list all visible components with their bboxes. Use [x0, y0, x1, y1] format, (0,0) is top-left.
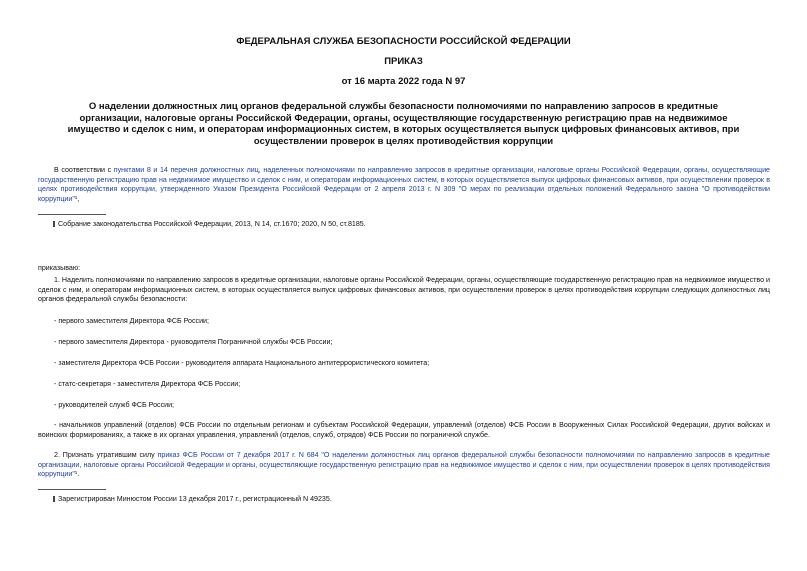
document-title: О наделении должностных лиц органов федеральной службы безопасности полномочиями по направлению запросов в кредитные организации, налоговые органы Российской Федерации, органы, осуществляющие государственную регистрацию прав на недвижимое имущество и сделок с ним, и операторам информационных систем, в которых осуществляется выпуск цифровых финансовых активов, при осуществлении проверок в целях противодействия коррупции — [67, 101, 740, 147]
official-item: - статс-секретаря - заместителя Директора ФСБ России; — [54, 380, 241, 388]
footnote-marker — [53, 221, 55, 227]
footnote-marker — [53, 496, 55, 502]
item-2-paragraph — [38, 451, 770, 480]
footnote-divider — [38, 214, 106, 215]
order-word: приказываю: — [38, 264, 81, 272]
preamble-paragraph — [38, 166, 770, 204]
official-item: - руководителей служб ФСБ России; — [54, 401, 175, 409]
official-item: - первого заместителя Директора ФСБ России; — [54, 317, 209, 325]
footnote-divider — [38, 489, 106, 490]
official-item: - первого заместителя Директора - руководителя Пограничной службы ФСБ России; — [54, 338, 333, 346]
agency-name: ФЕДЕРАЛЬНАЯ СЛУЖБА БЕЗОПАСНОСТИ РОССИЙСКОЙ ФЕДЕРАЦИИ — [236, 36, 571, 47]
footnote-2-text: Зарегистрирован Минюстом России 13 декабря 2017 г., регистрационный N 49235. — [58, 495, 332, 503]
preamble-legal-link[interactable]: пунктами 8 и 14 перечня должностных лиц, наделенных полномочиями по направлению запросов в кредитные организации, налоговые органы Российской Федерации, органы, осуществляющие государственную регистрацию прав на недвижимое имущество и сделок с ним, и операторам информационных систем, в которых осуществляется выпуск цифровых финансовых активов, при осуществлении проверок в целях противодействия коррупции, утвержденного Указом Президента Российской Федерации от 2 апреля 2013 г. N 309 "О мерах по реализации отдельных положений Федерального закона "О противодействии коррупции" — [38, 166, 771, 203]
item-2-lead: 2. Признать утратившим силу — [54, 451, 158, 459]
preamble-lead: В соответствии с — [54, 166, 114, 174]
item-2-legal-link[interactable]: приказ ФСБ России от 7 декабря 2017 г. N 684 "О наделении должностных лиц органов федеральной службы безопасности полномочиями по направлению запросов в кредитные организации, налоговые органы Российской Федерации и органы, осуществляющие государственную регистрацию прав на недвижимое имущество и сделок с ним, при осуществлении проверок в целях противодействия коррупции" — [38, 451, 770, 479]
item-2-tail: ¹. — [74, 470, 80, 479]
footnote-1 — [53, 220, 366, 229]
heads-paragraph: - начальников управлений (отделов) ФСБ России по отдельным регионам и субъектам Российской Федерации, управлений (отделов) ФСБ России в Вооруженных Силах Российской Федерации, других войсках и воинских формированиях, а также в их органах управления, управлений (отделов, служб, отрядов) ФСБ России по пограничной службе. — [38, 421, 770, 439]
official-item: - заместителя Директора ФСБ России - руководителя аппарата Национального антитеррористического комитета; — [54, 359, 430, 367]
preamble-tail: ¹, — [74, 194, 80, 203]
document-type: ПРИКАЗ — [384, 56, 423, 67]
footnote-2 — [53, 495, 332, 504]
item-1-paragraph: 1. Наделить полномочиями по направлению запросов в кредитные организации, налоговые органы Российской Федерации, органы, осуществляющие государственную регистрацию прав на недвижимое имущество и сделок с ним, и операторам информационных систем, в которых осуществляется выпуск цифровых финансовых активов, при осуществлении проверок в целях противодействия коррупции следующих должностных лиц органов федеральной службы безопасности: — [38, 276, 770, 304]
document-date-number: от 16 марта 2022 года N 97 — [341, 76, 466, 87]
footnote-1-text: Собрание законодательства Российской Федерации, 2013, N 14, ст.1670; 2020, N 50, ст.8185. — [58, 220, 366, 228]
